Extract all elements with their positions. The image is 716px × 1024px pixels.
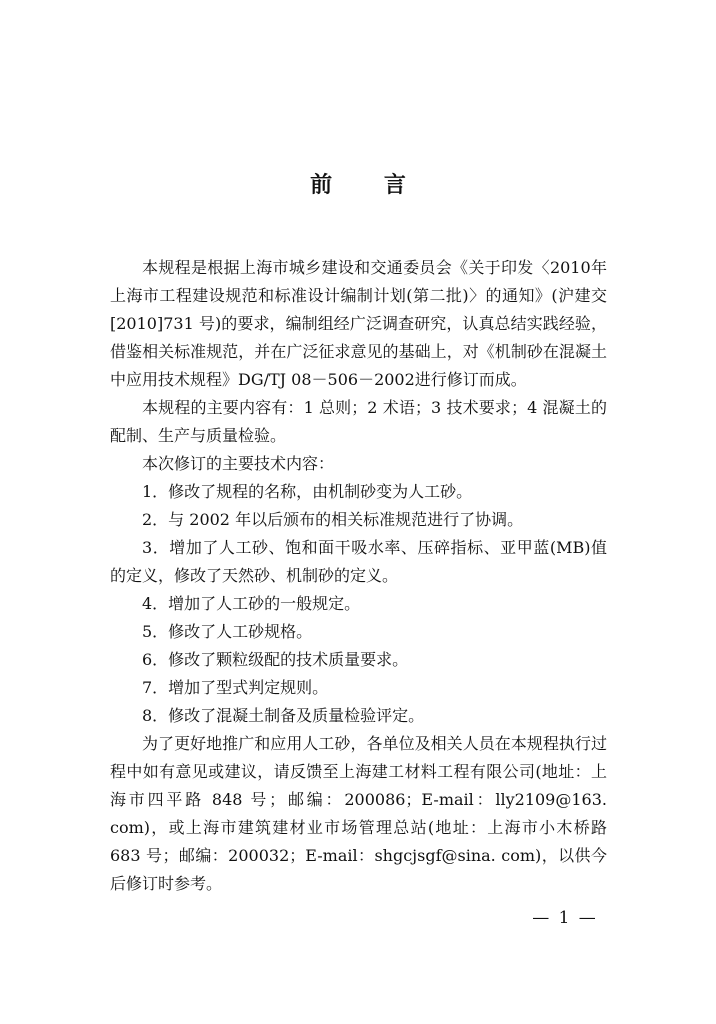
page-title: 前 言 bbox=[310, 173, 428, 198]
list-item: 1．修改了规程的名称，由机制砂变为人工砂。 bbox=[142, 482, 473, 501]
preface-body bbox=[110, 254, 607, 898]
paragraph-contents: 本规程的主要内容有：1 总则；2 术语；3 技术要求；4 混凝土的配制、生产与质量检验。 bbox=[110, 398, 607, 445]
paragraph-feedback: 为了更好地推广和应用人工砂，各单位及相关人员在本规程执行过程中如有意见或建议，请反馈至上海建工材料工程有限公司(地址：上海市四平路 848 号；邮编：200086；E-mail：lly2109@163. com)，或上海市建筑建材业市场管理总站(地址：上海市小木桥路 683 号；邮编：200032；E-mail：shgcjsgf@sina. com)，以供今后修订时参考。 bbox=[110, 734, 607, 893]
list-item: 4．增加了人工砂的一般规定。 bbox=[142, 594, 361, 613]
list-item: 2．与 2002 年以后颁布的相关标准规范进行了协调。 bbox=[142, 510, 524, 529]
list-item: 5．修改了人工砂规格。 bbox=[142, 622, 313, 641]
list-item: 8．修改了混凝土制备及质量检验评定。 bbox=[142, 706, 425, 725]
list-item: 3．增加了人工砂、饱和面干吸水率、压碎指标、亚甲蓝(MB)值的定义，修改了天然砂、机制砂的定义。 bbox=[110, 538, 607, 585]
paragraph-basis: 本规程是根据上海市城乡建设和交通委员会《关于印发〈2010年上海市工程建设规范和标准设计编制计划(第二批)〉的通知》(沪建交[2010]731 号)的要求，编制组经广泛调查研究，认真总结实践经验，借鉴相关标准规范，并在广泛征求意见的基础上，对《机制砂在混凝土中应用技术规程》DG/TJ 08－506－2002进行修订而成。 bbox=[110, 258, 607, 389]
paragraph-revision-intro: 本次修订的主要技术内容： bbox=[142, 454, 335, 473]
list-item: 7．增加了型式判定规则。 bbox=[142, 678, 329, 697]
list-item: 6．修改了颗粒级配的技术质量要求。 bbox=[142, 650, 409, 669]
page-number: — 1 — bbox=[532, 908, 598, 928]
